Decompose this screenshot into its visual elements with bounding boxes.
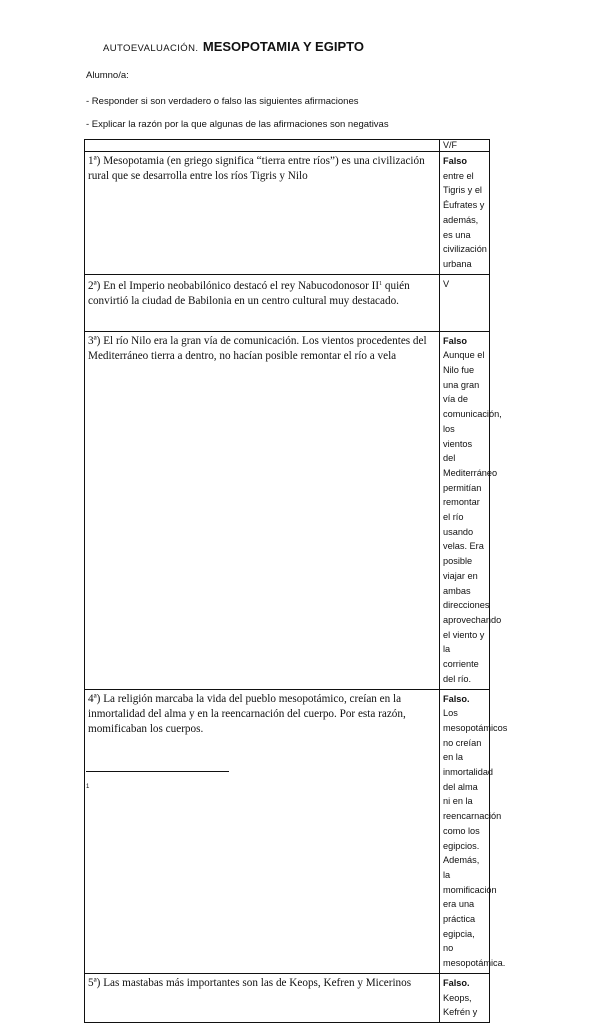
instruction-1: - Responder si son verdadero o falso las siguientes afirmaciones xyxy=(86,96,359,107)
footnote-mark: 1 xyxy=(86,784,90,790)
answer-cell xyxy=(440,689,508,973)
question-cell xyxy=(85,152,440,275)
answer-cell xyxy=(440,274,490,331)
verdict: Falso. xyxy=(443,977,470,988)
answer-cell xyxy=(440,331,502,689)
answer-cell xyxy=(440,973,490,1022)
question-text: 1ª) Mesopotamia (en griego significa “tierra entre ríos”) es una civilización rural que se desarrolla entre los ríos Tigris y Nilo xyxy=(88,155,425,182)
table-row xyxy=(85,689,490,973)
footnote-ref: 1 xyxy=(379,280,383,287)
explanation: Aunque el Nilo fue una gran vía de comunicación, los vientos del Mediterráneo permitían remontar el río usando velas. Era posible viajar en ambas direcciones aprovechando el viento y la corriente del río. xyxy=(443,350,502,684)
question-text: 5ª) Las mastabas más importantes son las de Keops, Kefren y Micerinos xyxy=(88,976,412,989)
header-empty-cell xyxy=(85,140,440,152)
verdict: Falso xyxy=(443,156,467,166)
question-text: 2ª) En el Imperio neobabilónico destacó el rey Nabucodonosor II xyxy=(88,279,380,292)
explanation: Keops, Kefrén y xyxy=(443,992,478,1018)
table-header-row xyxy=(85,140,490,152)
document-title xyxy=(103,38,364,56)
verdict: V xyxy=(443,278,450,289)
verdict: Falso xyxy=(443,335,467,346)
student-label: Alumno/a: xyxy=(86,70,129,81)
table-row xyxy=(85,274,490,331)
instruction-2: - Explicar la razón por la que algunas de las afirmaciones son negativas xyxy=(86,119,389,130)
table-row xyxy=(85,331,490,689)
question-cell xyxy=(85,689,440,973)
footnote-separator xyxy=(86,771,229,772)
explanation: entre el Tigris y el Éufrates y además, es una civilización urbana xyxy=(443,170,487,269)
verdict: Falso. xyxy=(443,693,470,704)
answer-cell xyxy=(440,152,490,275)
table-row xyxy=(85,152,490,275)
vf-header: V/F xyxy=(440,140,490,152)
question-text: 4ª) La religión marcaba la vida del pueblo mesopotámico, creían en la inmortalidad del alma y en la reencarnación del cuerpo. Por esta razón, momificaban los cuerpos. xyxy=(88,692,406,735)
table-row xyxy=(85,973,490,1022)
question-cell xyxy=(85,274,440,331)
question-cell xyxy=(85,973,440,1022)
question-cell xyxy=(85,331,440,689)
title-main: MESOPOTAMIA Y EGIPTO xyxy=(202,39,364,54)
explanation: Los mesopotámicos no creían en la inmortalidad del alma ni en la reencarnación como los egipcios. Además, la momificación era una práctica egipcia, no mesopotámica. xyxy=(443,708,508,969)
question-text-cont: quién convirtió la ciudad de Babilonia en un centro cultural muy destacado. xyxy=(88,279,410,307)
questions-table xyxy=(84,139,508,1023)
question-text: 3ª) El río Nilo era la gran vía de comunicación. Los vientos procedentes del Mediterráneo tierra a dentro, no hacían posible remontar el río a vela xyxy=(88,334,427,362)
title-prefix: AUTOEVALUACIÓN. xyxy=(103,43,199,54)
